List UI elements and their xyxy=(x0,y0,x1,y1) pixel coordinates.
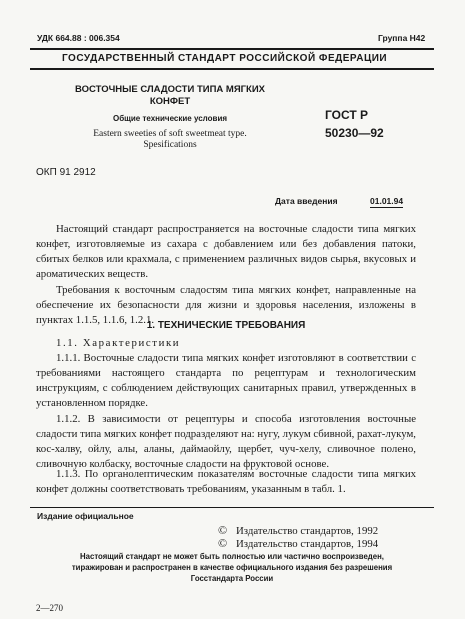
doc-title-en-line1: Eastern sweeties of soft sweetmeat type. xyxy=(93,129,247,139)
notice-line-3: Госстандарта России xyxy=(190,574,274,583)
item-1-1-2: 1.1.2. В зависимости от рецептуры и способа изготовления восточные сладости типа мягких конфет подразделяют на: нугу, лукум сбивной, рахат-лукум, кос-халву, ойлу, алы, аланы, даймаойлу, щербет, чуч-хелу, сливочное полено, сливочную колбаску, восточные сладости на фруктовой основе. xyxy=(36,413,416,470)
gost-label: ГОСТ Р xyxy=(325,108,369,122)
item-1-1-1: 1.1.1. Восточные сладости типа мягких конфет изготовляют в соответствии с требованиями настоящего стандарта по рецептурам и технологическим инструкциям, с соблюдением действующих санитарных правил, утвержденных в установленном порядке. xyxy=(36,352,416,409)
copyright-1994: Издательство стандартов, 1994 xyxy=(236,538,379,550)
intro-paragraph-2: Требования к восточным сладостям типа мягких конфет, направленные на обеспечение их безопасности для жизни и здоровья населения, изложены в пунктах 1.1.5, 1.1.6, 1.2.1. xyxy=(36,284,416,326)
intro-paragraph-1: Настоящий стандарт распространяется на восточные сладости типа мягких конфет, изготовляемые из сахара с добавлением или без добавления патоки, сбитых белков или крахмала, с применением различных видов сырья, вкусовых и ароматических веществ. xyxy=(36,223,416,280)
introduction-label: Дата введения xyxy=(275,196,338,206)
copyright-1992: Издательство стандартов, 1992 xyxy=(236,525,379,537)
standard-title: ГОСУДАРСТВЕННЫЙ СТАНДАРТ РОССИЙСКОЙ ФЕДЕРАЦИИ xyxy=(62,53,388,64)
notice-line-2: тиражирован и распространен в качестве официального издания без разрешения xyxy=(71,563,393,572)
doc-subtitle: Общие технические условия xyxy=(112,114,228,123)
copyright-icon: © xyxy=(218,523,228,537)
copyright-icon: © xyxy=(218,536,228,550)
title-rule xyxy=(30,68,434,70)
item-1-1-3: 1.1.3. По органолептическим показателям восточные сладости типа мягких конфет должны соответствовать требованиям, указанным в табл. 1. xyxy=(36,468,416,495)
okp-code: ОКП 91 2912 xyxy=(36,167,96,178)
top-rule xyxy=(30,48,434,50)
doc-title-line1: ВОСТОЧНЫЕ СЛАДОСТИ ТИПА МЯГКИХ xyxy=(74,84,265,95)
official-edition: Издание официальное xyxy=(37,511,134,521)
doc-title-line2: КОНФЕТ xyxy=(149,96,191,107)
group-code: Группа Н42 xyxy=(378,33,426,43)
notice-line-1: Настоящий стандарт не может быть полностью или частично воспроизведен, xyxy=(80,552,384,561)
footer-rule xyxy=(30,507,434,508)
page-code: 2—270 xyxy=(36,603,63,613)
doc-title-en-line2: Spesifications xyxy=(143,140,197,150)
section-subheading: 1.1. Характеристики xyxy=(56,337,181,349)
section-heading: 1. ТЕХНИЧЕСКИЕ ТРЕБОВАНИЯ xyxy=(146,320,306,331)
introduction-date: 01.01.94 xyxy=(370,196,404,206)
udk-code: УДК 664.88 : 006.354 xyxy=(37,33,120,43)
gost-number: 50230—92 xyxy=(325,126,384,140)
